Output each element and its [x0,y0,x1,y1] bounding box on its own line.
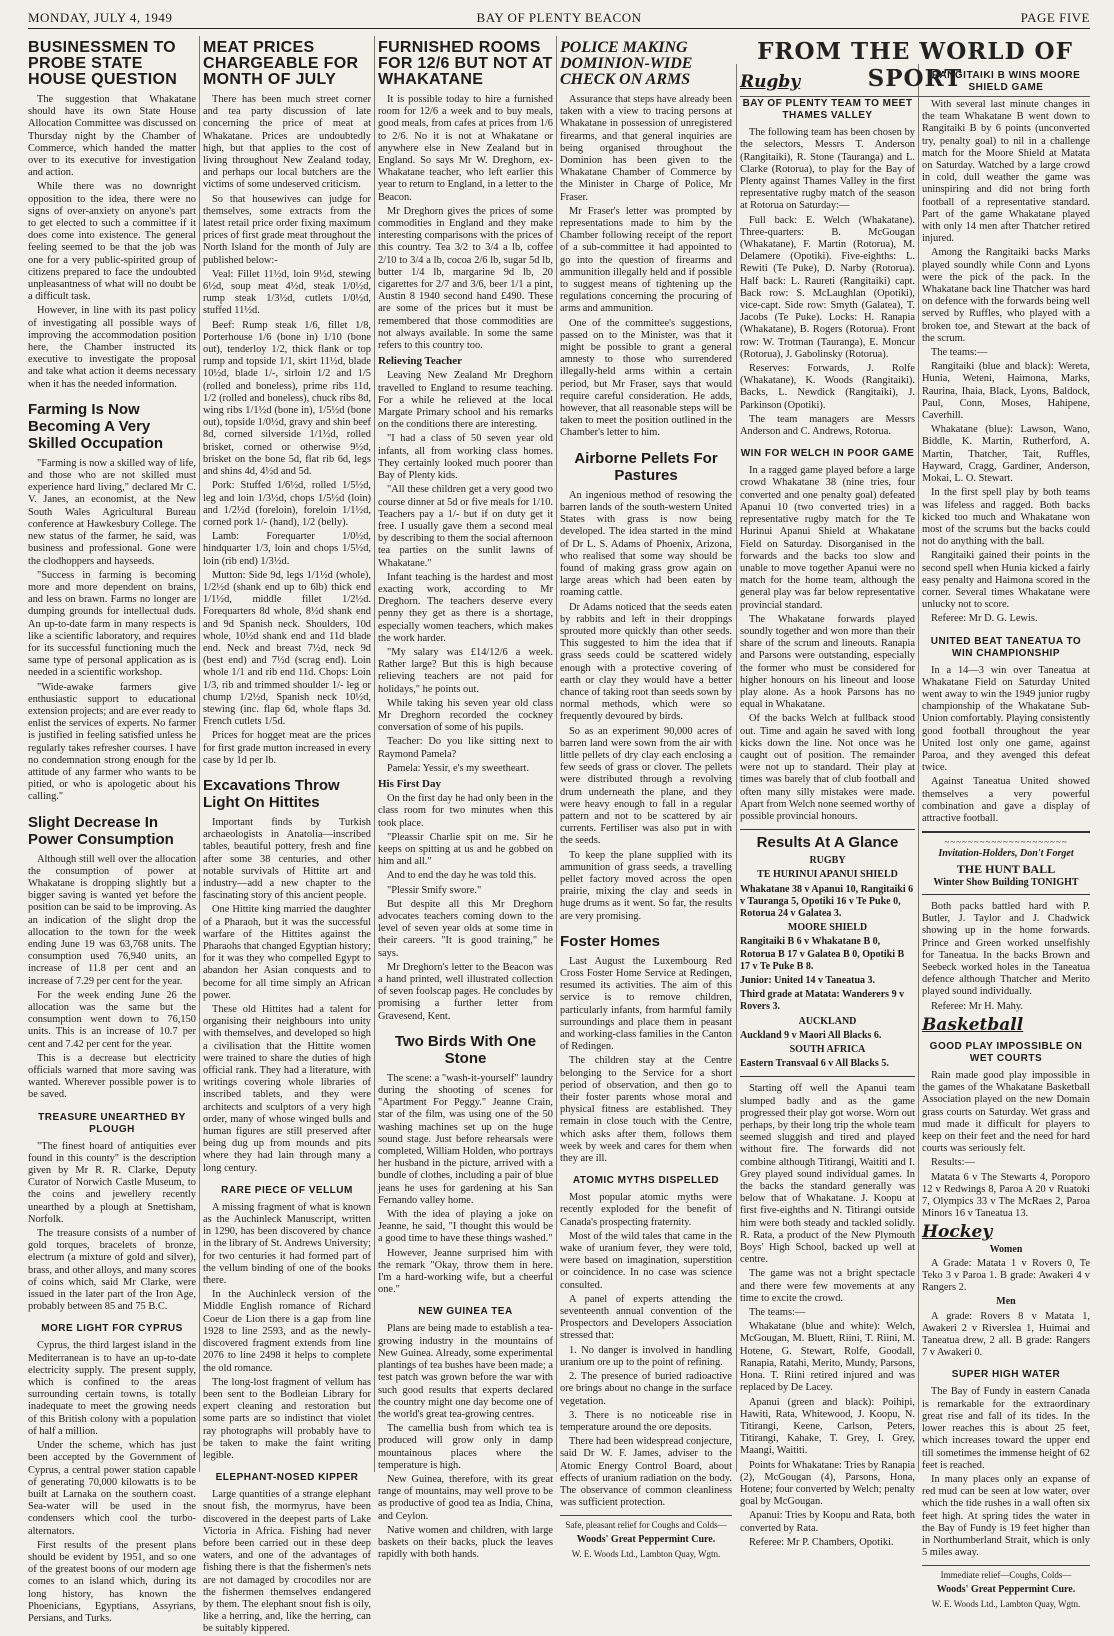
article-paragraph: One of the committee's suggestions, passed on to the Minister, was that it might be possible to grant a general amnesty to those who surrendered illegally-held arms within a certain period, but Mr Fraser, says that would require careful consideration. He adds, however, that all reasonable steps will be taken to meet the position outlined in the Chamber's letter to him. [560,317,732,439]
headline-furnished-rooms: FURNISHED ROOMS FOR 12/6 BUT NOT AT WHAKATANE [378,39,553,88]
article-paragraph: "Plessir Smify swore." [387,884,482,896]
article-paragraph: Results:— [931,1157,975,1169]
article-paragraph: "Wide-awake farmers give enthusiastic support to educational extension projects; and are ever ready to enlist the services of experts. No farmer is justified in feeling satisfied unless he regularly takes refresher courses. I have no condemnation strong enough for the attitude of any farmer who wants to be pitied, or who is apologetic about his calling." [28,681,196,803]
article-paragraph: Rangitaiki gained their points in the second spell when Hunia kicked a fairly easy penalty and Haimona scored in the corner. Several times Whakatane were unlucky not to score. [922,550,1090,611]
article-paragraph: However, Jeanne surprised him with the remark "Okay, throw them in here. I'm a hard-working wife, but a cheerful one." [378,1247,553,1296]
article-paragraph: Against Taneatua United showed themselves a very powerful combination and gave a display of attractive football. [922,776,1090,824]
article-paragraph: The long-lost fragment of vellum has been sent to the Bodleian Library for expert cleaning and restoration but some parts are so indistinct that violet ray photographs will probably have to be taken to make the faint writing legible. [203,1376,371,1461]
article-paragraph: Apanui: Tries by Koopu and Rata, both converted by Rata. [740,1510,915,1534]
article-paragraph: First results of the present plans should be evident by 1951, and so one of the greatest boons of our modern age comes to an island which, during its long history, has known the Phoenicians, Egyptians, Assyrians, Persians, and Turks. [28,1539,196,1624]
results-line: Third grade at Matata: Wanderers 9 v Rovers 3. [740,989,905,1013]
article-paragraph: New Guinea, therefore, with its great range of mountains, may well prove to be as productive of good tea as India, China, and Ceylon. [378,1473,553,1522]
article-paragraph: 1. No danger is involved in handling uranium ore up to the point of refining. [560,1344,732,1368]
advertisement [560,1515,732,1560]
article-paragraph: Most popular atomic myths were recently exploded for the benefit of Canada's prospecting fraternity. [560,1192,732,1228]
article-paragraph: Pork: Stuffed 1/6½d, rolled 1/5½d, leg and loin 1/3½d, chops 1/5½d (loin) and 1/2½d (foreloin), foreloin 1/1½d, corned pork 1/- (hand), 1/2 (belly). [203,480,371,528]
results-line: Rangitaiki B 6 v Whakatane B 0, Rotorua B 17 v Galatea B 0, Opotiki B 17 v Te Puke B 8. [740,936,905,972]
column-rule [556,36,557,1472]
headline-bop-team: BAY OF PLENTY TEAM TO MEET THAMES VALLEY [742,98,913,122]
notice-line: Winter Show Building TONIGHT [933,876,1079,888]
headline-super-high-water: SUPER HIGH WATER [951,1369,1061,1381]
article-paragraph: Cyprus, the third largest island in the Mediterranean is to have an up-to-date electricity supply. The present supply, which is confined to the areas surrounding certain towns, is totally inadequate to meet the growing needs of this British colony with a population of half a million. [28,1340,196,1437]
headline-pellets: Airborne Pellets For Pastures [574,449,718,484]
column-5 [740,70,915,1548]
article-paragraph: Mutton: Side 9d, legs 1/1½d (whole), 1/2½d (shank end up to 6lb) thick end 1/1½d, middle fillet 1/2½d. Forequarters 8d whole, 8½d shank end and 9d Spanish neck. Shoulders, 10d whole, 10½d shank end and 11d blade end. Neck and breast 7½d, neck 9d (best end) and 7½d (scrag end). Loin whole 1/1 and rib end 11d. Chops: Loin 1/3, rib and trimmed shoulder 1/- leg or chump 1/2½d, Spanish neck 10½d, stewing (inc. flap 6d, whole flaps 3d. French cutlets 1/5d. [203,569,371,728]
article-paragraph: Infant teaching is the hardest and most exacting work, according to Mr Dreghorn. The teachers deserve every penny they get as there is a shortage, especially women teachers, which makes the work harder. [378,571,553,644]
article-paragraph: Whakatane (blue): Lawson, Wano, Biddle, K. Martin, Rutherford, A. Martin, Thatcher, Tait, Ruffles, Hayward, Cragg, Gardiner, Anderson, Mokai, L. O. Stewart. [922,424,1090,485]
headline-two-birds: Two Birds With One Stone [394,1032,537,1067]
article-paragraph: Plans are being made to establish a tea-growing industry in the mountains of New Guinea. Already, some experimental plantings of tea bushes have been made; a test patch was grown before the war with such good results that experts declared the country might one day become one of the world's great tea-growing centres. [378,1323,553,1420]
article-paragraph: The teams:— [749,1307,806,1319]
article-paragraph: The teams:— [931,347,988,359]
subheading-women: Women [989,1243,1023,1255]
article-paragraph: Dr Adams noticed that the seeds eaten by rabbits and left in their droppings sprouted more quickly than other seeds. This suggested to him the idea that if grass seeds could be scattered widely enough with a protective covering of earth or clay they would have a better chance of taking root than seeds sown by normal methods, which were so frequently devoured by birds. [560,601,732,723]
headline-results: Results At A Glance [756,834,899,852]
article-paragraph: In the Auchinleck version of the Middle English romance of Richard Coeur de Lion there is a gap from line 1928 to line 2593, and as the newly-discovered fragment extends from line 2076 to line 2498 it helps to complete the old romance. [203,1289,371,1374]
page-number: PAGE FIVE [1020,10,1090,25]
article-paragraph: Last August the Luxembourg Red Cross Foster Home Service at Redingen, resumed its activities. The aim of this service is to remove children, particularly infants, from harmful family surroundings and place them in peasant and working-class families in the Canton of Redingen. [560,955,732,1053]
article-paragraph: In many places only an expanse of red mud can be seen at low water, over which the tide rushes in a wall often six feet high. At spring tides the water in the Bay of Fundy is 19 feet higher than in Northumberland Strait, which is only 5 miles away. [922,1473,1090,1559]
article-paragraph: These old Hittites had a talent for organising their neighbours into unity with themselves, and developed so high a civilisation that the Hittite women were trained to share the duties of high official rank. They had a literature, with writings covering whole libraries of inscribed tablets, and they were architects and sculptors of a very high order, many of whose winged bulls and human figures are still preserved after being dug up from mounds and pits where they had lain through many a long century. [203,1004,371,1174]
article-paragraph: A panel of experts attending the seventeenth annual convention of the Prospectors and Developers Association stressed that: [560,1293,732,1342]
article-paragraph: Important finds by Turkish archaeologists in Anatolia—inscribed tables, beautiful pottery, fresh and fine after some 38 centuries, and other notable survivals of Hittite art and industry—add a new chapter to the fascinating story of this ancient people. [203,816,371,902]
article-paragraph: This is a decrease but electricity officials warned that more saving was wanted. Wherever possible power is to be saved. [28,1052,196,1101]
article-paragraph: The Bay of Fundy in eastern Canada is remarkable for the extraordinary great rise and fall of its tides. In the lower reaches this is about 25 feet, which increases toward the upper end till sometimes the immense height of 62 feet is reached. [922,1386,1090,1471]
subheading-relieving: Relieving Teacher [378,355,463,368]
article-paragraph: Under the scheme, which has just been accepted by the Government of Cyprus, a central power station capable of generating 70,000 kilowatts is to be built at Larnaka on the southern coast. Sea-water will be used in the condensers which cool the turbo-alternators. [28,1440,196,1537]
article-paragraph: "All these children get a very good two course dinner at 5d or five meals for 1/10. Teachers pay a 1/- but if on duty get it free. I usually gave them a second meal by describing to them the social afternoon tea parties on the sunlit lawns of Whakatane." [378,484,553,569]
headline-businessmen: BUSINESSMEN TO PROBE STATE HOUSE QUESTION [28,39,178,88]
article-paragraph: Mr Dreghorn gives the prices of some commodities in England and they make interesting comparisons with the prices of this country. Tea 3/2 to 3/4 a lb, coffee 2/10 to 3/4 a lb, cocoa 2/6 lb, sugar 5d lb, butter 1/4 lb, margarine 9d lb, 20 cigarettes for 2/7 and 3/6, beer 1/1 a pint, Austin 8 1940 second hand £490. These are some of the prices but it must be remembered that those commodities are not always available. In some the same refers to this country too. [378,205,553,352]
article-paragraph: With the idea of playing a joke on Jeanne, he said, "I thought this would be a good time to have these things washed." [378,1209,553,1245]
headline-cyprus: MORE LIGHT FOR CYPRUS [41,1323,183,1335]
article-paragraph: While taking his seven year old class Mr Dreghorn recorded the cockney conversation of some of his pupils. [378,697,553,734]
headline-meat-prices: MEAT PRICES CHARGEABLE FOR MONTH OF JULY [203,39,359,88]
article-paragraph: Of the backs Welch at fullback stood out. Time and again he saved with long kicks down the line. Not once was he caught out of position. The remainder were not up to standard. Their play at times was barely that of club football and often many silly mistakes were made. Apart from Welch none seemed worthy of possible provincial honours. [740,713,915,822]
headline-new-guinea-tea: NEW GUINEA TEA [418,1306,513,1318]
article-paragraph: "Success in farming is becoming more and more dependent on brains, and less on brawn. Farms no longer are dumping grounds for intellectual duds. An up-to-date farm in many respects is like a scientific laboratory, and requires for its successful functioning much the same type of personal application as is needed in a scientific workshop. [28,569,196,679]
article-paragraph: One Hittite king married the daughter of a Pharaoh, but it was the successful warfare of the Hittites against the Pharaohs that changed Egyptian history; for it was they who compelled Egypt to abandon her Asian conquests and to become for all time simply an African power. [203,904,371,1001]
headline-rangitaiki: RANGITAIKI B WINS MOORE SHIELD GAME [931,70,1081,93]
article-paragraph: Mr Fraser's letter was prompted by representations made to him by the Chamber following receipt of the report of a sub-committee it had appointed to go into the question of firearms and ammunition illegally held and if possible to suggest means of tightening up the regulations concerning the procuring of arms and ammunition. [560,205,732,315]
article-paragraph: So that housewives can judge for themselves, some extracts from the latest retail price order fixing maximum prices of first grade meat throughout the North Island for the month of July are published below:- [203,193,371,266]
headline-farming: Farming Is Now Becoming A Very Skilled Occupation [28,400,164,452]
headline-hittites: Excavations Throw Light On Hittites [203,776,340,811]
article-paragraph: Referee: Mr H. Mahy. [931,1000,1023,1012]
section-hockey: Hockey [922,1222,993,1243]
article-paragraph: Reserves: Forwards, J. Rolfe (Whakatane), K. Woods (Rangitaiki). Backs, L. Newdick (Rangitaiki), J. Parkinson (Opotiki). [740,363,915,411]
subheading-men: Men [996,1296,1016,1308]
subheading-first-day: His First Day [378,777,441,790]
article-paragraph: "Farming is now a skilled way of life, and those who are not skilled must experience hard living," declared Mr C. V. Janes, an economist, at the New South Wales Agricultural Bureau conference at Hawkesbury College. The new status of the farmer, he said, was business and professional. Gone were the clodhoppers and hayseeds. [28,457,196,567]
article-paragraph: The suggestion that Whakatane should have its own State House Allocation Committee was discussed on Thursday night by the Chamber of Commerce, which handed the matter over to its executive for investigation and action. [28,94,196,179]
article-paragraph: Rain made good play impossible in the games of the Whakatane Basketball Association played on the new Domain grass courts on Saturday. Wet grass and mud made it difficult for players to keep on their feet and the need for hard courts was seriously felt. [922,1070,1090,1155]
article-paragraph: Veal: Fillet 11½d, loin 9½d, stewing 6½d, soup meat 4½d, steak 1/0½d, rump steak 1/3½d, cutlets 1/0½d, stuffed 11½d. [203,268,371,317]
article-paragraph: "Pleassir Charlie spit on me. Sir he keeps on spitting at us and he gobbed on him and all." [378,831,553,868]
article-paragraph: The Whakatane forwards played soundly together and won more than their share of the scrum and lineouts. Ranapia and Parsons were outstanding, especially the former who must be considered for higher honours on his lineout and loose play alone. As a hook Parsons has no equal in Whakatane. [740,613,915,711]
column-1 [28,36,196,1624]
article-paragraph: An ingenious method of resowing the barren lands of the south-western United States with grass is now being developed. The idea started in the mind of Dr L. S. Adams of Phoenix, Arizona, who realised that some way should be found of making grass grow again on large areas which had been eaten by roaming cattle. [560,489,732,599]
column-rule [374,36,375,1472]
column-rule [918,64,919,1472]
article-paragraph: Apanui (green and black): Poihipi, Hawiti, Rata, Whitewood, J. Koopu, N. Titirangi, Keene, Carlson, Peters, Titirangi, Kahake, T. Grey, I. Grey, Maangi, Waititi. [740,1396,915,1457]
article-paragraph: However, in line with its past policy of investigating all possible ways of improving the accommodation position here, the Chamber instructed its executive to investigate the proposal and take what action it deems necessary when it has the needed information. [28,305,196,390]
headline-united: UNITED BEAT TANEATUA TO WIN CHAMPIONSHIP [930,635,1082,659]
results-heading: RUGBY [809,855,846,867]
article-paragraph: In a 14—3 win over Taneatua at Whakatane Field on Saturday United went away to win the 1949 junior rugby championship of the Whakatane Sub-Union comfortably. Playing consistently good football throughout the year United lost only one game, against Paroa, and they avenged this defeat twice. [922,664,1090,774]
column-6 [922,70,1090,1609]
results-line: Auckland 9 v Maori All Blacks 6. [740,1029,882,1041]
decorative-border: ~~~~~~~~~~~~~~~~~~~~~ [944,837,1068,848]
results-line: Whakatane 38 v Apanui 10, Rangitaiki 6 v Tauranga 5, Opotiki 16 v Te Puke 0, Rotorua 24 v Galatea 3. [740,883,914,919]
article-paragraph: 3. There is no noticeable rise in temperature around the ore deposits. [560,1409,732,1433]
article-paragraph: The team managers are Messrs Anderson and C. Andrews, Rotorua. [740,413,915,438]
article-paragraph: While there was no downright opposition to the idea, there were no signs of over-anxiety on anyone's part to get elected to such a committee if it does come into existence. The general feeling seemed to be that the job was one for a very public-spirited group of citizens prepared to face the undoubted unpleasantness of what will no doubt be a difficult task. [28,181,196,303]
headline-atomic-myths: ATOMIC MYTHS DISPELLED [572,1175,720,1187]
headline-police: POLICE MAKING DOMINION-WIDE CHECK ON ARMS [560,39,693,88]
column-3 [378,36,553,1561]
article-paragraph: Although still well over the allocation the consumption of power at Whakatane is dropping slightly but a bigger saving is wanted yet before the position can be said to be improving. As an indication of the slight drop the allocation to the town for the week ending June 19 was 63,768 units. The consumption used 76,940 units, an increase of 11.8 per cent and an increase of 7.29 per cent for the year. [28,853,196,987]
article-paragraph: The treasure consists of a number of gold torques, bracelets of bronze, electrum (a mixture of gold and silver), brass, and other alloys, and many scores of coins which, said Mr Clarke, were issued in the later part of the Iron Age, probably between 85 and 75 B.C. [28,1228,196,1313]
article-paragraph: A missing fragment of what is known as the Auchinleck Manuscript, written in 1290, has been discovered by chance in the library of St. Andrews University; for two centuries it had formed part of the vellum binding of one of the books there. [203,1201,371,1287]
article-paragraph: For the week ending June 26 the allocation was the same but the consumption went down to 76,150 units. This is an increase of 10.7 per cent and 7.42 per cent for the year. [28,989,196,1050]
article-paragraph: Pamela: Yessir, e's my sweetheart. [387,762,529,774]
results-heading: SOUTH AFRICA [789,1044,866,1056]
article-paragraph: To keep the plane supplied with its ammunition of grass seeds, a travelling pellet factory moved across the open prairie, mixing the clay and seeds in huge drums as it went. So far, the results are very promising. [560,849,732,922]
masthead [28,8,1090,29]
article-paragraph: There has been much street corner and tea party discussion of late concerning the price of meat at Whakatane. Prices are undoubtedly high, but that applies to the cost of living throughout New Zealand today, and perhaps our local butchers are the victims of some undeserved criticism. [203,94,371,191]
article-paragraph: Among the Rangitaiki backs Marks played soundly while Conn and Lyons were the pick of the pack. In the Whakatane back line Thatcher was hard on defence with the forwards being well served by Ruffles, who played with a broken toe, and Stewart at the back of the scrum. [922,247,1090,344]
article-paragraph: A Grade: Matata 1 v Rovers 0, Te Teko 3 v Paroa 1. B grade: Awakeri 4 v Rangers 2. [922,1257,1090,1294]
sport-section-banner: FROM THE WORLD OF SPORT [740,38,1090,97]
article-paragraph: Most of the wild tales that came in the wake of uranium fever, they were told, were based on imagination, superstition or coincidence. In no case was science consulted. [560,1230,732,1291]
headline-treasure: TREASURE UNEARTHED BY PLOUGH [38,1111,186,1135]
article-paragraph: With several last minute changes in the team Whakatane B went down to Rangitaiki B by 6 points (unconverted try, penalty goal) to nil in a challenge match for the Moore Shield at Matata on Saturday. Watched by a large crowd in cold, dull weather the game was uninspiring and did not bring forth football of a representative standard. Part of the game Whakatane played with only 14 men after Thatcher retired injured. [922,99,1090,245]
headline-wet-courts: GOOD PLAY IMPOSSIBLE ON WET COURTS [929,1041,1083,1065]
article-paragraph: Prices for hogget meat are the prices for first grade mutton increased in every case by 1d per lb. [203,730,371,766]
hunt-ball-notice [922,831,1090,895]
article-paragraph: Whakatane (blue and white): Welch, McGougan, M. Bluett, Riini, T. Riini, M. Hotene, G. Stewart, Rolfe, Goodall, Ranapia, Ratahi, Merito, Mundy, Parsons, Hona. T. Riini retired injured and was replaced by De Lacey. [740,1321,915,1394]
article-paragraph: A grade: Rovers 8 v Matata 1, Awakeri 2 v Riverslea 1, Huimai and Taneatua drew, 2 all. B grade: Rangers 7 v Awakeri 0. [922,1310,1090,1359]
results-heading: TE HURINUI APANUI SHIELD [757,869,898,881]
ad-address: W. E. Woods Ltd., Lambton Quay, Wgtn. [931,1598,1081,1609]
article-paragraph: Teacher: Do you like sitting next to Raymond Pamela? [378,736,553,760]
headline-welch: WIN FOR WELCH IN POOR GAME [740,448,915,460]
article-paragraph: Native women and children, with large baskets on their backs, pluck the leaves rapidly with both hands. [378,1524,553,1561]
results-heading: AUCKLAND [798,1015,857,1027]
section-basketball: Basketball [922,1014,1024,1035]
article-paragraph: Referee: Mr P. Chambers, Opotiki. [749,1536,894,1548]
ad-brand: Woods' Great Peppermint Cure. [936,1583,1076,1595]
article-paragraph: Leaving New Zealand Mr Dreghorn travelled to England to resume teaching. For a while he relieved at the local Margate Primary school and his remarks on the conditions there are interesting. [378,370,553,431]
article-paragraph: The following team has been chosen by the selectors, Messrs T. Anderson (Rangitaiki), R. Stone (Tauranga) and L. Clarke (Rotorua), to play for the Bay of Plenty against Thames Valley in the first representative rugby match of the season at Rotorua on Saturday:— [740,127,915,212]
article-paragraph: Both packs battled hard with P. Butler, J. Taylor and J. Chadwick showing up in the home forwards. Prince and Green worked unselfishly for Taneatua. In the backs Brown and Seebeck worked holes in the Taneatua defence although Thatcher and Merito played sound individually. [922,900,1090,998]
notice-title: THE HUNT BALL [956,861,1056,876]
ad-brand: Woods' Great Peppermint Cure. [576,1533,716,1545]
column-rule [199,36,200,1472]
ad-line: Immediate relief—Coughs, Colds— [940,1570,1072,1581]
newspaper-title: BAY OF PLENTY BEACON [476,10,642,25]
article-paragraph: The game was not a bright spectacle and there were few movements at any time to excite the crowd. [740,1268,915,1304]
notice-line: Invitation-Holders, Don't Forget [938,848,1074,860]
article-paragraph: Matata 6 v The Stewarts 4, Poroporo 12 v Redwings 8, Paroa A 20 v Ruatoki 7, Olympics 33 v The McRaes 2, Paroa Minors 16 v Taneatua 13. [922,1171,1090,1220]
article-paragraph: 2. The presence of buried radioactive ore brings about no change in the surface vegetation. [560,1371,732,1407]
article-paragraph: On the first day he had only been in the class room for two minutes when this took place. [378,793,553,829]
advertisement [922,1565,1090,1610]
article-paragraph: Points for Whakatane: Tries by Ranapia (2), McGougan (4), Parsons, Hona, Hotene; four converted by Welch; penalty goal by McGougan. [740,1459,915,1508]
article-paragraph: In a ragged game played before a large crowd Whakatane 38 (nine tries, four converted and one penalty goal) defeated Apanui 10 (two converted tries) in a representative rugby match for the Te Hurinui Apanui Shield at Whakatane Field on Saturday. Disorganised in the forwards and the backs too slow and unable to move together Apanui were no match for the home team, although the general play was far below representative provincial standard. [740,465,915,611]
results-line: Junior: United 14 v Taneatua 3. [740,975,876,986]
ad-address: W. E. Woods Ltd., Lambton Quay, Wgtn. [571,1548,721,1559]
article-paragraph: Assurance that steps have already been taken with a view to tracing persons at Whakatane in possession of unregistered firearms, and that general inquiries are being organised throughout the Dominion has been given to the Whakatane Chamber of Commerce by the Minister in Charge of Police, Mr Fraser. [560,94,732,203]
article-paragraph: The children stay at the Centre belonging to the Service for a short period of observation, and then go to their foster parents whose moral and physical fitness are established. They remain in close touch with the Centre, which asks after them, follows them week by week and cares for them when they are ill. [560,1055,732,1165]
section-rugby: Rugby [740,72,801,92]
results-line: Eastern Transvaal 6 v All Blacks 5. [740,1058,889,1070]
article-paragraph: Beef: Rump steak 1/6, fillet 1/8, Porterhouse 1/6 (bone in) 1/10 (bone out), tenderloy 1/2, thick flank or top rump and topside 1/1, skirt 11½d, blade 10½d, blade 1/-, sirloin 1/2 and 1/5 (rolled and boneless), prime ribs 11d, 1/2 (rolled and boneless), chuck ribs 8d, wing ribs 1/1½d (bone in), 1/5½d (bone out), topside 1/0½d, gravy and shin beef 8d, corned silverside 1/1½d, rolled brisket, corned or otherwise 9½d, brisket on the bone 5d, flat rib 6d, legs and shins 4d, 4½d and 5d. [203,319,371,478]
article-paragraph: But despite all this Mr Dreghorn advocates teachers coming down to the level of seven year olds at some time in their careers. "It is good training," he says. [378,898,553,959]
headline-foster-homes: Foster Homes [560,932,661,950]
column-2 [203,36,371,1635]
article-paragraph: "My salary was £14/12/6 a week. Rather large? But this is high because relieving teachers are not paid for holidays," he points out. [378,646,553,695]
article-paragraph: The scene: a "wash-it-yourself" laundry during the shooting of scenes for "Apartment For Peggy." Jeanne Crain, star of the film, was using one of the 50 washing machines set up on the huge sound stage. Just before rehearsals were completed, William Holden, who portrays her husband in the picture, arrived with a bundle of clothes, including a pair of blue jeans he uses for gardening at his San Fernando valley home. [378,1072,553,1206]
article-paragraph: There had been widespread conjecture, said Dr W. F. James, adviser to the Atomic Energy Control Board, about effects of uranium radiation on the body. The observance of common cleanliness was sufficient protection. [560,1436,732,1509]
article-paragraph: So as an experiment 90,000 acres of barren land were sown from the air with little pellets of dry clay each enclosing a few seeds of grass or clover. The pellets were distributed through a revolving drum underneath the plane, and they were heavy enough to fall in a regular pattern and not to be scattered by air currents. Fertiliser was also put in with the seeds. [560,725,732,847]
article-paragraph: The camellia bush from which tea is produced will grow only in damp mountainous places where the temperature is high. [378,1423,553,1471]
ad-line: Safe, pleasant relief for Coughs and Colds— [565,1520,727,1531]
article-paragraph: Full back: E. Welch (Whakatane). Three-quarters: B. McGougan (Whakatane), F. Martin (Rotorua), M. Delamere (Opotiki). Five-eighths: L. Rewiti (Te Puke), D. Narby (Rotorua). Half back: L. Raureti (Rangitaiki) capt. Back row: S. McLaughlan (Opotiki), vice-capt. Side row: Smyth (Galatea), T. Jacobs (Te Puke). Locks: H. Ranapia (Whakatane), B. Rogers (Rotorua). Front row: W. Trotman (Tauranga), E. Moncur (Rotorua), J. Gabolinsky (Rotorua). [740,214,915,360]
article-paragraph: In the first spell play by both teams was lifeless and ragged. Both backs kicked too much and Whakatane won most of the scrums but the backs could not do anything with the ball. [922,487,1090,548]
article-paragraph: Starting off well the Apanui team slumped badly and as the game progressed their play got worse. Worn out perhaps, by their long trip the whole team seemed sluggish and tired and played without fire. The forwards did not combine although Titirangi, Waititi and I. Grey played sound individual games. In the backs the standard generally was below that of Whakatane. J. Koopu at first five-eighths and N. Titirangi outside him were both steady and tackled solidly. R. Rata, a product of the New Plymouth Boys' High School, backed up well at centre. [740,1083,915,1266]
results-box [740,829,915,1077]
article-paragraph: Referee: Mr D. G. Lewis. [931,613,1038,625]
article-paragraph: Mr Dreghorn's letter to the Beacon was a hand printed, well illustrated collection of seven foolscap pages. He concludes by promising a further letter from Gravesend, Kent. [378,961,553,1022]
article-paragraph: Lamb: Forequarter 1/0½d, hindquarter 1/3, loin and chops 1/5½d, loin (rib end) 1/3½d. [203,531,371,567]
article-paragraph: "The finest hoard of antiquities ever found in this county" is the description given by Mr R. R. Clarke, Deputy Curator of Norwich Castle Museum, to the coins and jewellery recently unearthed by a plough at Snettisham, Norfolk. [28,1140,196,1225]
column-4 [560,36,732,1559]
results-heading: MOORE SHIELD [787,922,868,934]
article-paragraph: Large quantities of a strange elephant snout fish, the mormyrus, have been discovered in the deepest parts of Lake Victoria in Africa. Fishing had never before been carried out in these deep waters, and one of the advantages of fishing there is that the fishermen's nets are not damaged by crocodiles nor are the fishermen themselves endangered by them. The elephant snout fish is oily, like a herring, and, like the herring, can be suitably kippered. [203,1489,371,1635]
issue-date: MONDAY, JULY 4, 1949 [28,10,173,25]
article-paragraph: And to end the day he was told this. [387,870,537,882]
column-rule [736,64,737,1472]
headline-vellum: RARE PIECE OF VELLUM [221,1184,353,1196]
headline-power: Slight Decrease In Power Consumption [28,813,174,848]
headline-kipper: ELEPHANT-NOSED KIPPER [215,1472,359,1484]
article-paragraph: "I had a class of 50 seven year old infants, all from working class homes. They certainly looked much poorer than Bay of Plenty kids. [378,433,553,482]
article-paragraph: It is possible today to hire a furnished room for 12/6 a week and to buy meals, good meals, from cafes at prices from 1/6 to 2/6. No it is not at Whakatane or anywhere else in New Zealand but in England. So says Mr W. Dreghorn, ex-Whakatane teacher, who left earlier this year to return to England, in a letter to the Beacon. [378,94,553,203]
article-paragraph: Rangitaiki (blue and black): Wereta, Hunia, Weteni, Haimona, Marks, Raurina, Ihaia, Black, Lyons, Baldock, Paul, Conn, Moses, Hahipene, Caverhill. [922,361,1090,422]
